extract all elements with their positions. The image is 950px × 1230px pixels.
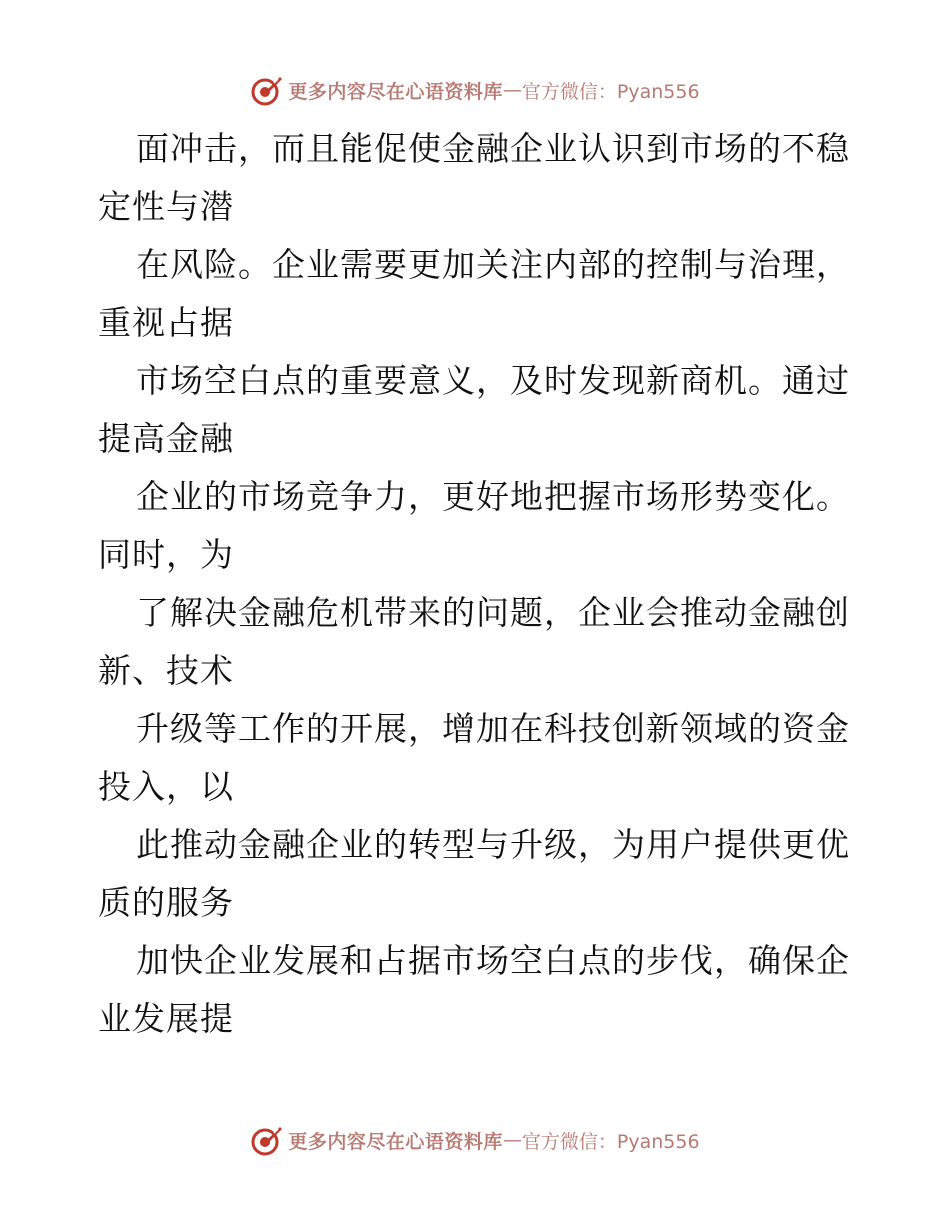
body-line: 定性与潜: [98, 187, 234, 226]
body-line: 重视占据: [98, 303, 234, 342]
banner-wechat-text: 官方微信：Pyan556: [521, 1130, 700, 1153]
pen-nib-logo-icon: [250, 1123, 284, 1157]
body-line: 业发展提: [98, 999, 234, 1038]
body-line: 新、技术: [98, 651, 234, 690]
body-line: 此推动金融企业的转型与升级，为用户提供更优: [136, 825, 850, 864]
banner-site-text: 更多内容尽在心语资料库: [288, 1130, 503, 1153]
body-line: 加快企业发展和占据市场空白点的步伐，确保企: [136, 941, 850, 980]
header-banner: [0, 70, 950, 110]
body-line: 提高金融: [98, 419, 234, 458]
body-line: 面冲击，而且能促使金融企业认识到市场的不稳: [136, 129, 850, 168]
banner-site-text: 更多内容尽在心语资料库: [288, 80, 503, 103]
body-line: 投入，以: [98, 767, 234, 806]
body-line: 企业的市场竞争力，更好地把握市场形势变化。: [136, 477, 850, 516]
body-line: 市场空白点的重要意义，及时发现新商机。通过: [136, 361, 850, 400]
footer-banner: [0, 1120, 950, 1160]
banner-wechat-text: 官方微信：Pyan556: [521, 80, 700, 103]
banner-dash: —: [502, 1129, 522, 1151]
body-line: 了解决金融危机带来的问题，企业会推动金融创: [136, 593, 850, 632]
body-line: 质的服务: [98, 883, 234, 922]
body-line: 同时，为: [98, 535, 234, 574]
pen-nib-logo-icon: [250, 73, 284, 107]
document-body: [98, 120, 858, 1048]
banner-dash: —: [502, 79, 522, 101]
body-line: 升级等工作的开展，增加在科技创新领域的资金: [136, 709, 850, 748]
body-line: 在风险。企业需要更加关注内部的控制与治理，: [136, 245, 850, 284]
